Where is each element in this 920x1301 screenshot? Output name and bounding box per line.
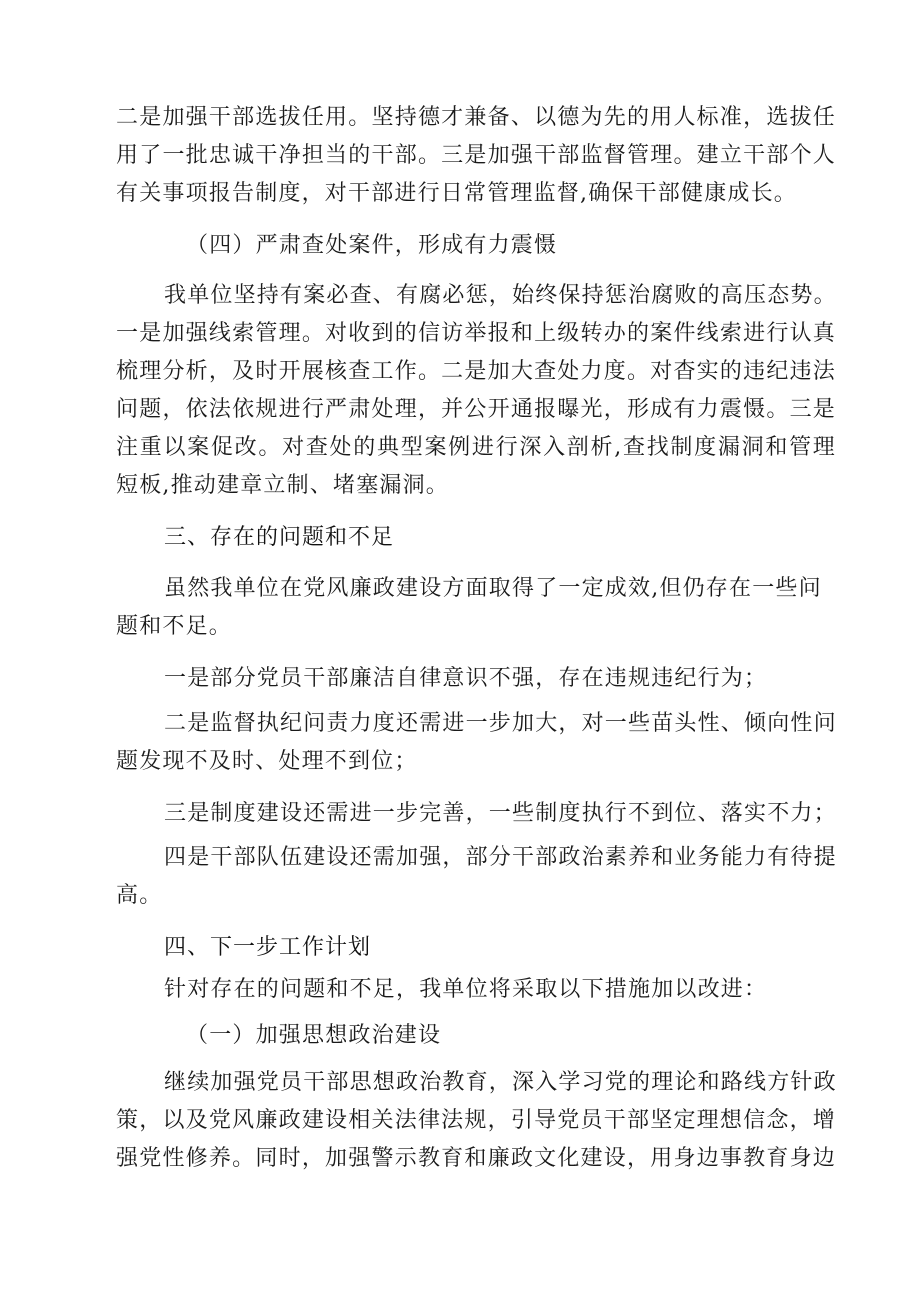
paragraph-line: 二是监督执纪问责力度还需进一步加大，对一些苗头性、倾向性问: [164, 711, 837, 736]
section-heading: 四、下一步工作计划: [164, 935, 372, 960]
paragraph-line: 用了一批忠诚干净担当的干部。三是加强干部监督管理。建立干部个人: [116, 143, 836, 168]
paragraph-line: 我单位坚持有案必查、有腐必惩，始终保持惩治腐败的高压态势。: [164, 283, 837, 308]
paragraph-line: 题发现不及时、处理不到位；: [116, 749, 418, 774]
paragraph-line: 针对存在的问题和不足，我单位将采取以下措施加以改进：: [164, 977, 768, 1002]
paragraph-line: 强党性修养。同时，加强警示教育和廉政文化建设，用身边事教育身边: [116, 1146, 836, 1171]
paragraph-line: 策，以及党风廉政建设相关法律法规，引导党员干部坚定理想信念，增: [116, 1108, 836, 1133]
paragraph-line: 梳理分析，及时开展核查工作。二是加大查处力度。对杳实的违纪违法: [116, 359, 836, 384]
paragraph-line: 二是加强干部选拔任用。坚持德才兼备、以德为先的用人标准，选拔任: [116, 105, 836, 130]
paragraph-line: 三是制度建设还需进一步完善，一些制度执行不到位、落实不力；: [164, 801, 837, 826]
section-subheading: （一）加强思想政治建设: [186, 1023, 442, 1048]
paragraph-line: 虽然我单位在党风廉政建设方面取得了一定成效,但仍存在一些问: [164, 576, 822, 601]
paragraph-line: 一是部分党员干部廉洁自律意识不强，存在违规违纪行为；: [164, 666, 768, 691]
paragraph-line: 问题，依法依规进行严肃处理，并公开通报曝光，形成有力震慑。三是: [116, 397, 836, 422]
paragraph-line: 题和不足。: [116, 614, 233, 639]
paragraph-line: 一是加强线索管理。对收到的信访举报和上级转办的案件线索进行认真: [116, 321, 836, 346]
section-subheading: （四）严肃查处案件，形成有力震慑: [186, 233, 558, 258]
paragraph-line: 有关事项报告制度，对干部进行日常管理监督,确保干部健康成长。: [116, 181, 797, 206]
section-heading: 三、存在的问题和不足: [164, 525, 395, 550]
paragraph-line: 高。: [116, 883, 163, 908]
paragraph-line: 继续加强党员干部思想政治教育，深入学习党的理论和路线方针政: [164, 1070, 837, 1095]
paragraph-line: 注重以案促改。对查处的典型案例进行深入剖析,查找制度漏洞和管理: [116, 435, 836, 460]
paragraph-line: 四是干部队伍建设还需加强，部分干部政治素养和业务能力有待提: [164, 845, 837, 870]
paragraph-line: 短板,推动建章立制、堵塞漏洞。: [116, 473, 449, 498]
